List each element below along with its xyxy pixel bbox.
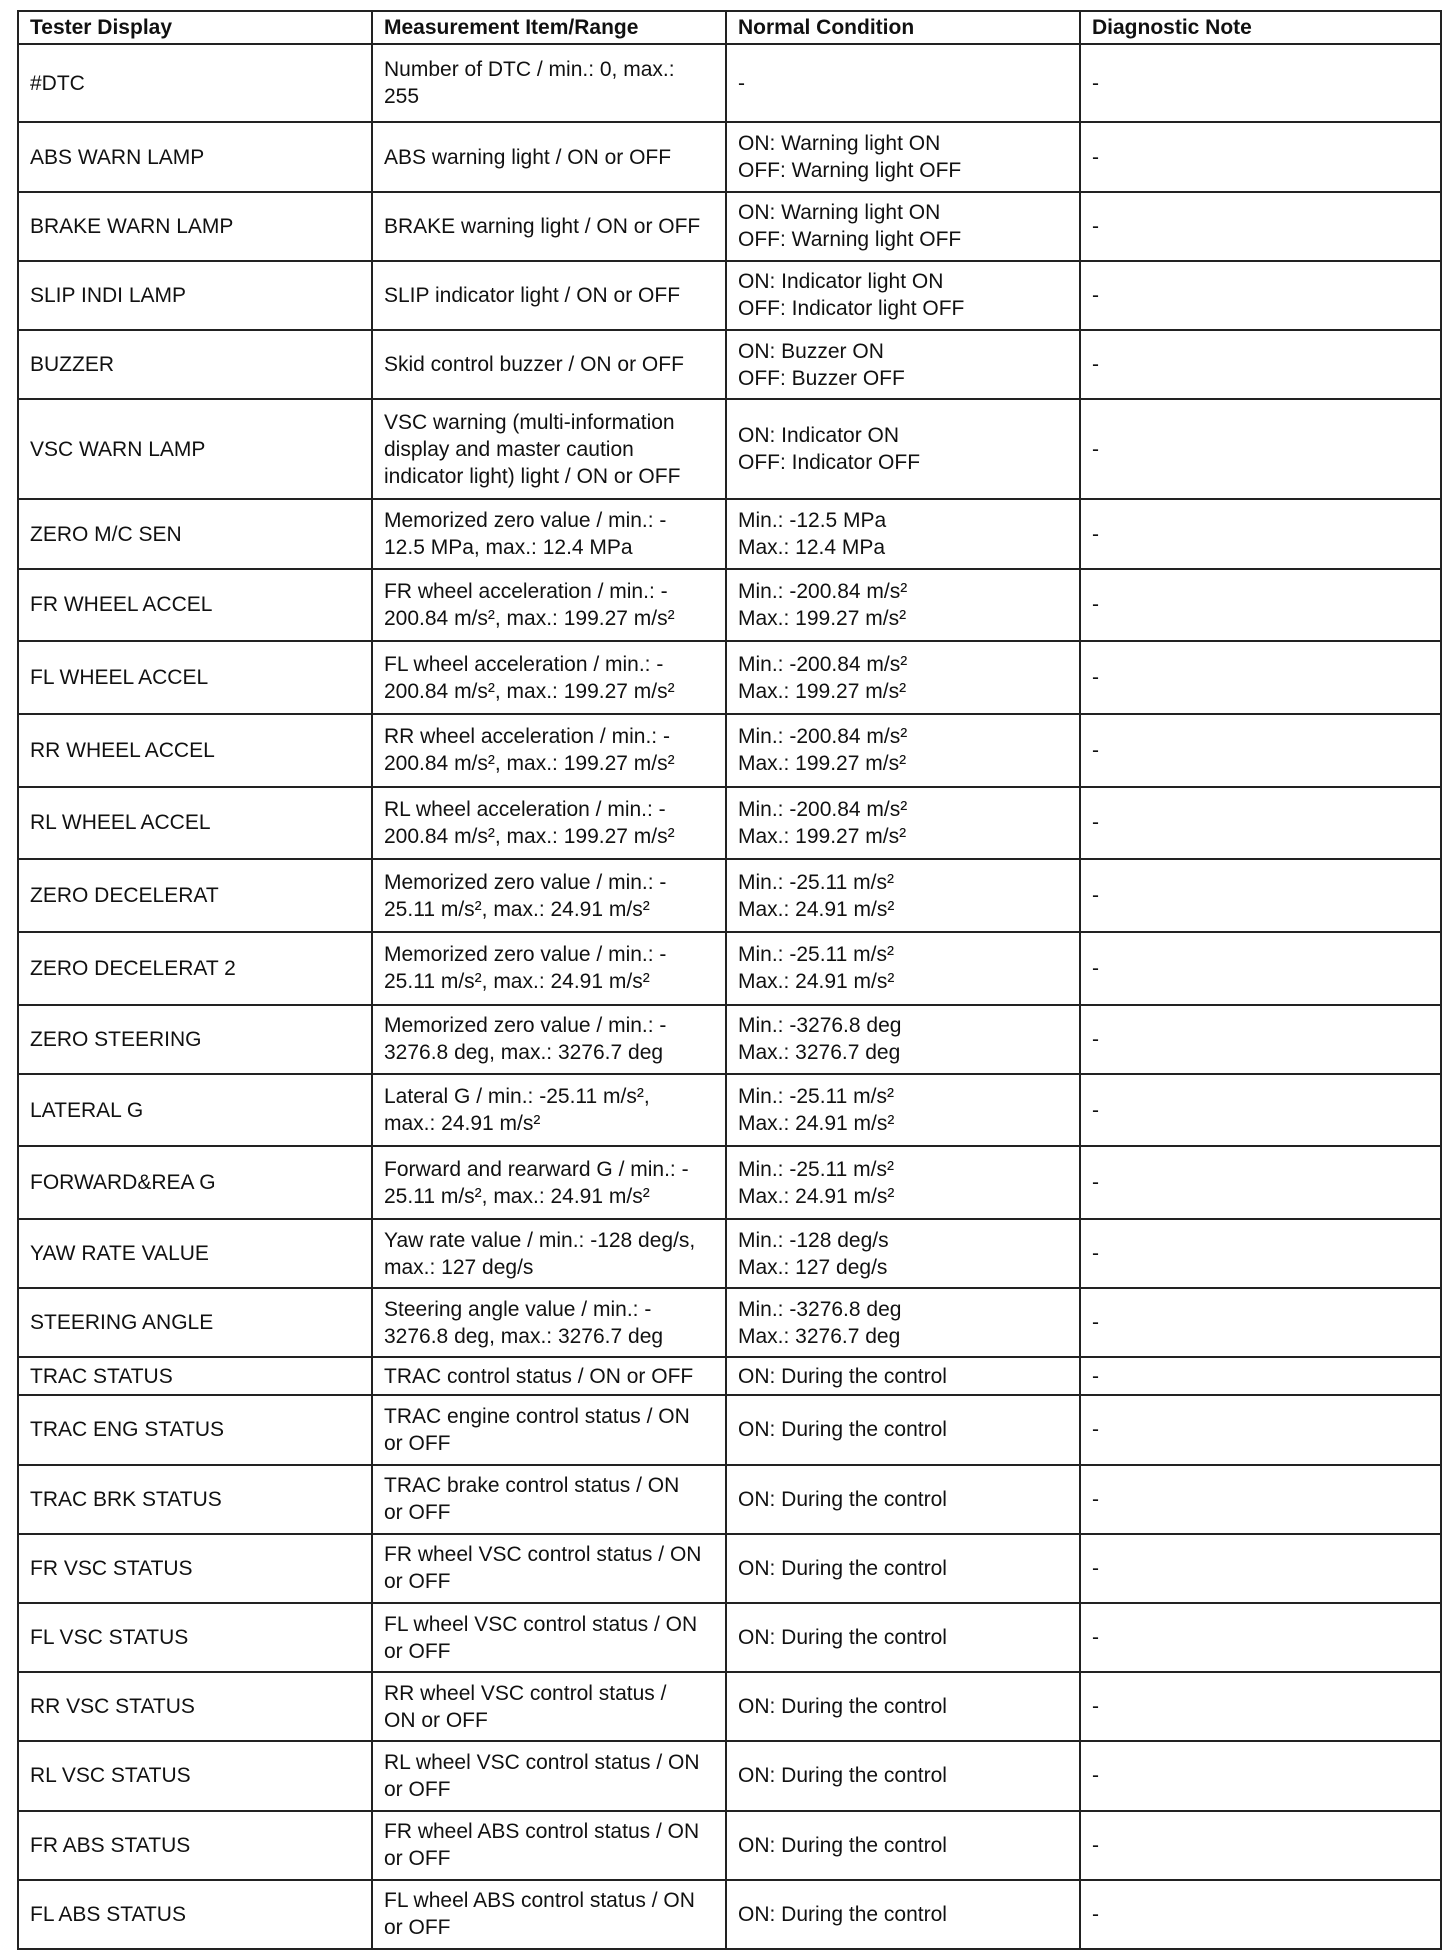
header-row — [18, 11, 1441, 44]
normal-condition-line: Max.: 127 deg/s — [738, 1255, 888, 1279]
normal-condition-line: Max.: 12.4 MPa — [738, 536, 886, 560]
normal-condition-cell — [726, 787, 1080, 860]
measurement-item-line: FL wheel VSC control status / ON — [384, 1612, 698, 1636]
normal-condition-cell — [726, 122, 1080, 191]
measurement-item-cell — [372, 641, 726, 714]
table-row — [18, 1357, 1441, 1395]
normal-condition-cell — [726, 1074, 1080, 1147]
normal-condition-cell — [726, 1603, 1080, 1672]
table-row — [18, 44, 1441, 122]
normal-condition-line: Max.: 199.27 m/s² — [738, 606, 907, 630]
diagnostic-note-cell: - — [1080, 569, 1441, 642]
table-row — [18, 714, 1441, 787]
normal-condition-cell — [726, 1146, 1080, 1219]
header-normal-condition: Normal Condition — [726, 11, 1080, 44]
diagnostic-note-cell: - — [1080, 1219, 1441, 1288]
measurement-item-cell — [372, 1465, 726, 1534]
normal-condition-line: Min.: -25.11 m/s² — [738, 943, 894, 967]
measurement-item-cell — [372, 1603, 726, 1672]
normal-condition-line: Min.: -200.84 m/s² — [738, 579, 908, 603]
measurement-item-cell — [372, 261, 726, 330]
measurement-item-line: Memorized zero value / min.: - — [384, 1014, 667, 1038]
measurement-item-line: 200.84 m/s², max.: 199.27 m/s² — [384, 606, 675, 630]
normal-condition-line: Max.: 24.91 m/s² — [738, 1112, 895, 1135]
tester-display-cell: RL VSC STATUS — [18, 1741, 372, 1810]
tester-display-cell: ZERO STEERING — [18, 1005, 372, 1074]
normal-condition-cell — [726, 1880, 1080, 1949]
normal-condition-line: Min.: -3276.8 deg — [738, 1297, 902, 1321]
tester-display-cell: TRAC BRK STATUS — [18, 1465, 372, 1534]
normal-condition-cell — [726, 44, 1080, 122]
tester-display-cell: TRAC ENG STATUS — [18, 1395, 372, 1464]
tester-display-cell: ZERO DECELERAT — [18, 859, 372, 932]
normal-condition-cell — [726, 1219, 1080, 1288]
header-measurement-item: Measurement Item/Range — [372, 11, 726, 44]
normal-condition-line: ON: Warning light ON — [738, 201, 941, 225]
measurement-item-line: Steering angle value / min.: - — [384, 1297, 652, 1321]
diagnostic-note-cell: - — [1080, 1603, 1441, 1672]
measurement-item-cell — [372, 499, 726, 568]
table-row — [18, 1146, 1441, 1219]
normal-condition-line: ON: During the control — [738, 1833, 947, 1857]
tester-display-cell: VSC WARN LAMP — [18, 399, 372, 499]
diagnostic-note-cell: - — [1080, 192, 1441, 261]
diagnostic-note-cell: - — [1080, 1880, 1441, 1949]
diagnostic-note-cell: - — [1080, 261, 1441, 330]
measurement-item-line: max.: 127 deg/s — [384, 1255, 534, 1279]
table-row — [18, 1741, 1441, 1810]
measurement-item-line: SLIP indicator light / ON or OFF — [384, 283, 681, 307]
normal-condition-line: Min.: -25.11 m/s² — [738, 1157, 894, 1181]
measurement-item-cell — [372, 1005, 726, 1074]
normal-condition-line: Max.: 24.91 m/s² — [738, 1184, 895, 1208]
table-row — [18, 787, 1441, 860]
measurement-item-line: or OFF — [384, 1639, 451, 1663]
normal-condition-cell — [726, 569, 1080, 642]
table-row — [18, 330, 1441, 399]
measurement-item-line: indicator light) light / ON or OFF — [384, 464, 681, 488]
measurement-item-line: BRAKE warning light / ON or OFF — [384, 214, 701, 238]
diagnostic-note-cell: - — [1080, 122, 1441, 191]
normal-condition-line: ON: During the control — [738, 1556, 947, 1580]
header-diagnostic-note: Diagnostic Note — [1080, 11, 1441, 44]
measurement-item-line: display and master caution — [384, 437, 634, 461]
normal-condition-line: Max.: 3276.7 deg — [738, 1324, 901, 1348]
measurement-item-line: FL wheel acceleration / min.: - — [384, 652, 664, 676]
table-row — [18, 932, 1441, 1005]
table-body — [18, 44, 1441, 1949]
measurement-item-line: 12.5 MPa, max.: 12.4 MPa — [384, 536, 633, 560]
normal-condition-cell — [726, 641, 1080, 714]
tester-display-cell: RR WHEEL ACCEL — [18, 714, 372, 787]
diagnostic-note-cell: - — [1080, 1005, 1441, 1074]
measurement-item-line: Skid control buzzer / ON or OFF — [384, 353, 684, 377]
measurement-item-line: Forward and rearward G / min.: - — [384, 1157, 689, 1181]
normal-condition-line: OFF: Buzzer OFF — [738, 366, 905, 390]
measurement-item-line: 200.84 m/s², max.: 199.27 m/s² — [384, 752, 675, 776]
normal-condition-line: Min.: -3276.8 deg — [738, 1014, 902, 1038]
measurement-item-line: ON or OFF — [384, 1708, 488, 1732]
diagnostic-note-cell: - — [1080, 714, 1441, 787]
measurement-item-cell — [372, 330, 726, 399]
normal-condition-line: ON: During the control — [738, 1364, 947, 1388]
measurement-item-line: FR wheel VSC control status / ON — [384, 1543, 702, 1567]
measurement-item-line: RR wheel acceleration / min.: - — [384, 725, 670, 749]
tester-display-cell: #DTC — [18, 44, 372, 122]
diagnostic-note-cell: - — [1080, 1465, 1441, 1534]
normal-condition-cell — [726, 1005, 1080, 1074]
normal-condition-cell — [726, 1288, 1080, 1357]
table-row — [18, 1219, 1441, 1288]
normal-condition-cell — [726, 1534, 1080, 1603]
table-row — [18, 192, 1441, 261]
normal-condition-line: ON: Buzzer ON — [738, 339, 884, 363]
measurement-item-line: Memorized zero value / min.: - — [384, 870, 667, 894]
diagnostic-note-cell: - — [1080, 1288, 1441, 1357]
normal-condition-cell — [726, 859, 1080, 932]
measurement-item-line: TRAC brake control status / ON — [384, 1474, 680, 1498]
table-row — [18, 399, 1441, 499]
tester-display-cell: FR VSC STATUS — [18, 1534, 372, 1603]
normal-condition-line: OFF: Warning light OFF — [738, 159, 962, 182]
tester-display-cell: BUZZER — [18, 330, 372, 399]
diagnostic-note-cell: - — [1080, 330, 1441, 399]
normal-condition-line: ON: During the control — [738, 1626, 947, 1650]
diagnostic-note-cell: - — [1080, 932, 1441, 1005]
diagnostic-note-cell: - — [1080, 1074, 1441, 1147]
measurement-item-line: TRAC engine control status / ON — [384, 1404, 690, 1428]
measurement-item-cell — [372, 1357, 726, 1395]
measurement-item-cell — [372, 122, 726, 191]
diagnostic-note-cell: - — [1080, 499, 1441, 568]
tester-display-cell: FR ABS STATUS — [18, 1811, 372, 1880]
measurement-item-cell — [372, 1534, 726, 1603]
normal-condition-cell — [726, 1465, 1080, 1534]
normal-condition-line: ON: During the control — [738, 1764, 947, 1788]
measurement-item-cell — [372, 192, 726, 261]
measurement-item-line: RR wheel VSC control status / — [384, 1681, 667, 1705]
normal-condition-cell — [726, 1672, 1080, 1741]
normal-condition-cell — [726, 499, 1080, 568]
diagnostic-note-cell: - — [1080, 1357, 1441, 1395]
tester-display-cell: BRAKE WARN LAMP — [18, 192, 372, 261]
normal-condition-line: Min.: -128 deg/s — [738, 1228, 889, 1252]
tester-display-cell: ZERO DECELERAT 2 — [18, 932, 372, 1005]
diagnostic-note-cell: - — [1080, 859, 1441, 932]
table-row — [18, 1811, 1441, 1880]
normal-condition-line: Min.: -25.11 m/s² — [738, 870, 894, 894]
normal-condition-line: Min.: -12.5 MPa — [738, 509, 887, 533]
measurement-item-cell — [372, 714, 726, 787]
normal-condition-cell — [726, 261, 1080, 330]
normal-condition-cell — [726, 1395, 1080, 1464]
measurement-item-line: RL wheel acceleration / min.: - — [384, 797, 666, 821]
tester-display-cell: FL VSC STATUS — [18, 1603, 372, 1672]
normal-condition-cell — [726, 1357, 1080, 1395]
tester-display-cell: STEERING ANGLE — [18, 1288, 372, 1357]
measurement-item-cell — [372, 859, 726, 932]
measurement-item-line: Memorized zero value / min.: - — [384, 509, 667, 533]
normal-condition-line: ON: Warning light ON — [738, 132, 941, 155]
normal-condition-line: Min.: -200.84 m/s² — [738, 725, 908, 749]
table-row — [18, 1465, 1441, 1534]
normal-condition-line: ON: Indicator ON — [738, 424, 900, 448]
measurement-item-cell — [372, 399, 726, 499]
header-tester-display: Tester Display — [18, 11, 372, 44]
table-row — [18, 1395, 1441, 1464]
measurement-item-line: 200.84 m/s², max.: 199.27 m/s² — [384, 679, 675, 703]
measurement-item-line: or OFF — [384, 1431, 451, 1455]
data-list-page — [17, 10, 1440, 1950]
tester-display-cell: RR VSC STATUS — [18, 1672, 372, 1741]
table-row — [18, 1288, 1441, 1357]
tester-display-cell: ZERO M/C SEN — [18, 499, 372, 568]
normal-condition-cell — [726, 1811, 1080, 1880]
diagnostic-note-cell: - — [1080, 1395, 1441, 1464]
normal-condition-cell — [726, 932, 1080, 1005]
table-row — [18, 499, 1441, 568]
measurement-item-line: RL wheel VSC control status / ON — [384, 1750, 700, 1774]
diagnostic-note-cell: - — [1080, 1741, 1441, 1810]
measurement-item-line: TRAC control status / ON or OFF — [384, 1364, 694, 1388]
measurement-item-line: VSC warning (multi-information — [384, 410, 675, 434]
normal-condition-line: Min.: -200.84 m/s² — [738, 797, 908, 821]
tester-display-cell: TRAC STATUS — [18, 1357, 372, 1395]
measurement-item-line: 25.11 m/s², max.: 24.91 m/s² — [384, 1184, 650, 1208]
tester-display-cell: LATERAL G — [18, 1074, 372, 1147]
normal-condition-cell — [726, 399, 1080, 499]
tester-display-cell: RL WHEEL ACCEL — [18, 787, 372, 860]
measurement-item-line: or OFF — [384, 1916, 451, 1940]
normal-condition-cell — [726, 192, 1080, 261]
measurement-item-line: max.: 24.91 m/s² — [384, 1112, 541, 1135]
measurement-item-line: Yaw rate value / min.: -128 deg/s, — [384, 1228, 696, 1252]
diagnostic-note-cell: - — [1080, 1534, 1441, 1603]
measurement-item-line: 255 — [384, 85, 420, 109]
measurement-item-line: 25.11 m/s², max.: 24.91 m/s² — [384, 970, 650, 994]
normal-condition-line: Max.: 199.27 m/s² — [738, 824, 907, 848]
normal-condition-cell — [726, 714, 1080, 787]
measurement-item-cell — [372, 932, 726, 1005]
diagnostic-note-cell: - — [1080, 1146, 1441, 1219]
measurement-item-line: FR wheel acceleration / min.: - — [384, 579, 668, 603]
tester-display-cell: FL ABS STATUS — [18, 1880, 372, 1949]
measurement-item-line: 25.11 m/s², max.: 24.91 m/s² — [384, 897, 650, 921]
normal-condition-line: Max.: 3276.7 deg — [738, 1041, 901, 1065]
measurement-item-line: FR wheel ABS control status / ON — [384, 1820, 700, 1844]
normal-condition-line: ON: During the control — [738, 1487, 947, 1511]
normal-condition-line: OFF: Indicator light OFF — [738, 297, 965, 321]
table-row — [18, 569, 1441, 642]
measurement-item-line: 3276.8 deg, max.: 3276.7 deg — [384, 1324, 664, 1348]
normal-condition-line: Max.: 24.91 m/s² — [738, 970, 895, 994]
measurement-item-cell — [372, 1741, 726, 1810]
measurement-item-cell — [372, 44, 726, 122]
tester-display-cell: FL WHEEL ACCEL — [18, 641, 372, 714]
measurement-item-line: FL wheel ABS control status / ON — [384, 1889, 695, 1913]
normal-condition-cell — [726, 330, 1080, 399]
table-row — [18, 641, 1441, 714]
measurement-item-cell — [372, 1672, 726, 1741]
data-list-table — [17, 10, 1442, 1950]
diagnostic-note-cell: - — [1080, 399, 1441, 499]
normal-condition-line: ON: During the control — [738, 1902, 947, 1926]
diagnostic-note-cell: - — [1080, 1811, 1441, 1880]
table-row — [18, 1603, 1441, 1672]
measurement-item-line: or OFF — [384, 1847, 451, 1871]
measurement-item-line: ABS warning light / ON or OFF — [384, 145, 672, 169]
measurement-item-cell — [372, 1074, 726, 1147]
normal-condition-line: OFF: Indicator OFF — [738, 451, 921, 475]
measurement-item-line: Lateral G / min.: -25.11 m/s², — [384, 1085, 650, 1108]
normal-condition-line: Max.: 199.27 m/s² — [738, 752, 907, 776]
measurement-item-line: Memorized zero value / min.: - — [384, 943, 667, 967]
measurement-item-line: or OFF — [384, 1570, 451, 1594]
measurement-item-line: or OFF — [384, 1777, 451, 1801]
normal-condition-line: - — [738, 71, 745, 95]
measurement-item-line: 200.84 m/s², max.: 199.27 m/s² — [384, 824, 675, 848]
diagnostic-note-cell: - — [1080, 641, 1441, 714]
normal-condition-line: ON: During the control — [738, 1695, 947, 1719]
diagnostic-note-cell: - — [1080, 1672, 1441, 1741]
measurement-item-line: or OFF — [384, 1501, 451, 1525]
table-row — [18, 1005, 1441, 1074]
tester-display-cell: ABS WARN LAMP — [18, 122, 372, 191]
tester-display-cell: YAW RATE VALUE — [18, 1219, 372, 1288]
tester-display-cell: SLIP INDI LAMP — [18, 261, 372, 330]
normal-condition-line: Min.: -25.11 m/s² — [738, 1085, 894, 1108]
table-row — [18, 122, 1441, 191]
table-row — [18, 1074, 1441, 1147]
table-row — [18, 1672, 1441, 1741]
normal-condition-cell — [726, 1741, 1080, 1810]
normal-condition-line: OFF: Warning light OFF — [738, 228, 962, 252]
measurement-item-cell — [372, 1146, 726, 1219]
diagnostic-note-cell: - — [1080, 44, 1441, 122]
table-row — [18, 859, 1441, 932]
table-row — [18, 1880, 1441, 1949]
measurement-item-cell — [372, 569, 726, 642]
table-row — [18, 1534, 1441, 1603]
normal-condition-line: ON: Indicator light ON — [738, 270, 944, 294]
tester-display-cell: FR WHEEL ACCEL — [18, 569, 372, 642]
normal-condition-line: Max.: 199.27 m/s² — [738, 679, 907, 703]
measurement-item-cell — [372, 1219, 726, 1288]
measurement-item-line: 3276.8 deg, max.: 3276.7 deg — [384, 1041, 664, 1065]
normal-condition-line: ON: During the control — [738, 1418, 947, 1442]
normal-condition-line: Min.: -200.84 m/s² — [738, 652, 908, 676]
diagnostic-note-cell: - — [1080, 787, 1441, 860]
measurement-item-cell — [372, 1395, 726, 1464]
tester-display-cell: FORWARD&REA G — [18, 1146, 372, 1219]
measurement-item-cell — [372, 1880, 726, 1949]
measurement-item-line: Number of DTC / min.: 0, max.: — [384, 58, 675, 82]
measurement-item-cell — [372, 1811, 726, 1880]
measurement-item-cell — [372, 787, 726, 860]
measurement-item-cell — [372, 1288, 726, 1357]
normal-condition-line: Max.: 24.91 m/s² — [738, 897, 895, 921]
table-row — [18, 261, 1441, 330]
